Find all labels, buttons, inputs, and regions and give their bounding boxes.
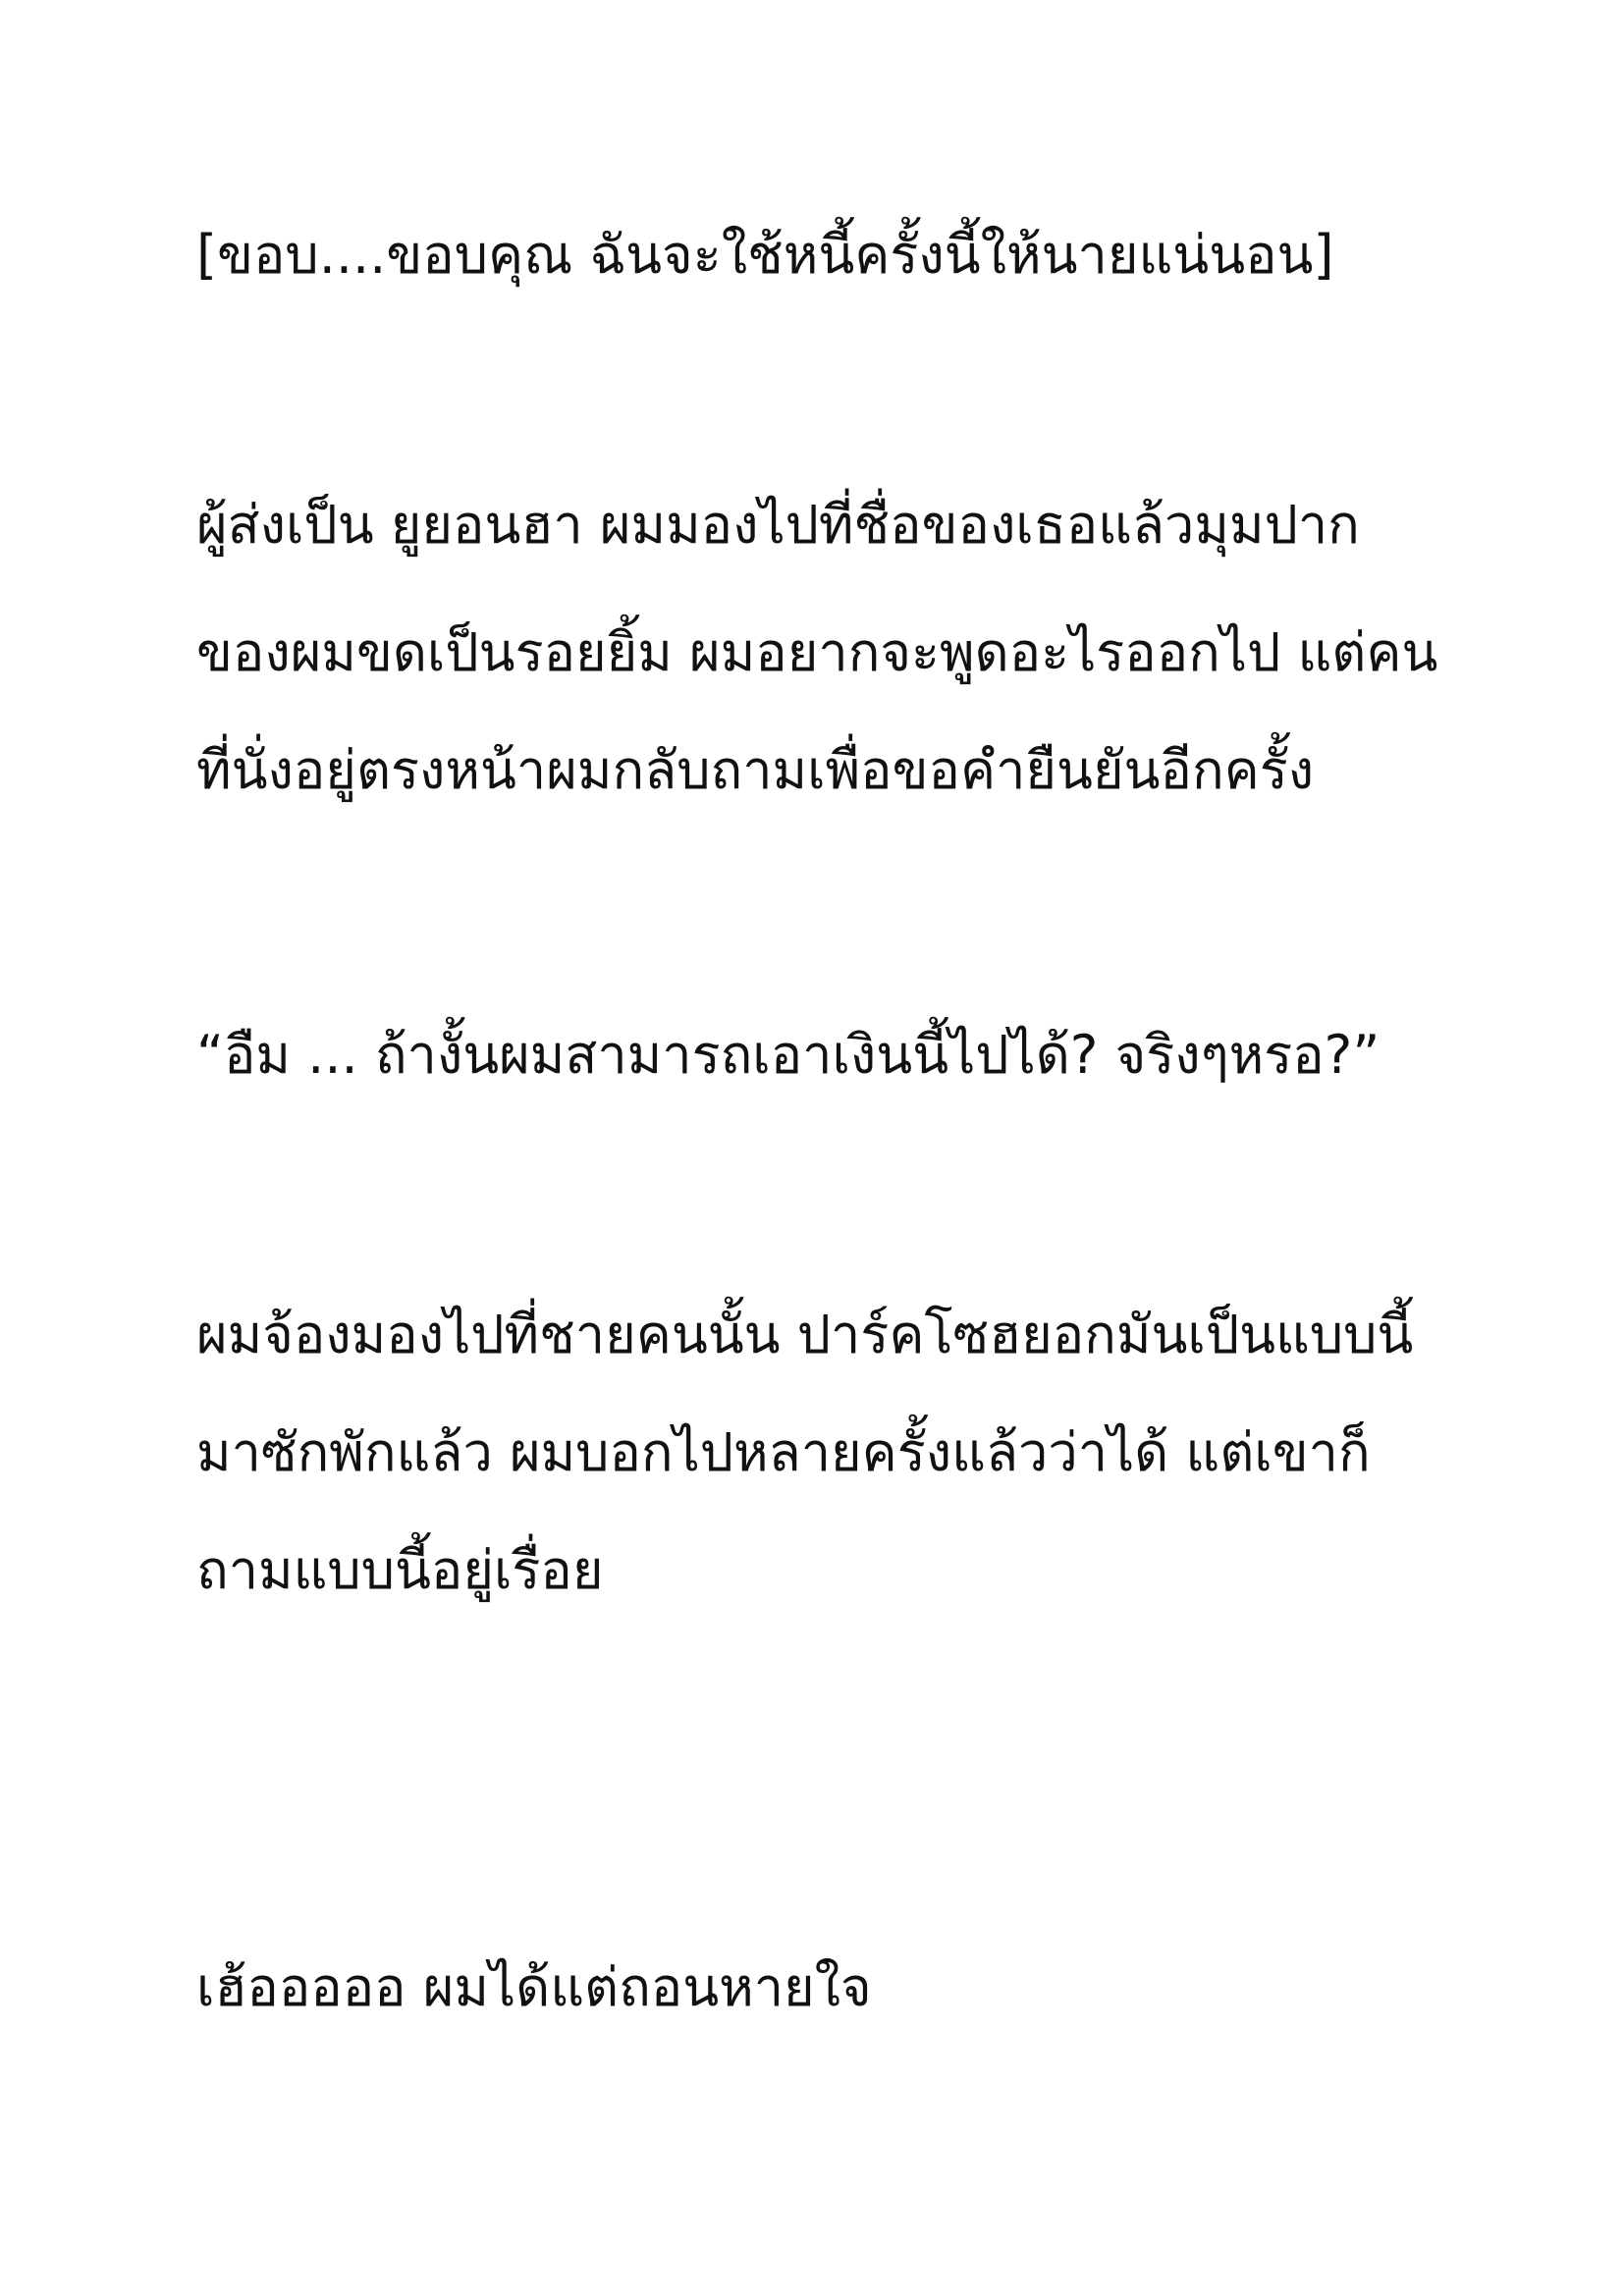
- text-line: ผมจ้องมองไปที่ชายคนนั้น ปาร์คโซฮยอกมันเป็นแบบนี้: [196, 1304, 1414, 1365]
- text-line: ผู้ส่งเป็น ยูยอนฮา ผมมองไปที่ชื่อของเธอแล้วมุมปาก: [196, 494, 1360, 556]
- text-line: ที่นั่งอยู่ตรงหน้าผมกลับถามเพื่อขอคำยืนยันอีกครั้ง: [196, 739, 1315, 801]
- text-line-message: [ขอบ....ขอบคุณ ฉันจะใช้หนี้ครั้งนี้ให้นายแน่นอน]: [196, 224, 1334, 286]
- text-line: ของผมขดเป็นรอยยิ้ม ผมอยากจะพูดอะไรออกไป แต่คน: [196, 621, 1438, 683]
- text-line-dialogue: “อืม ... ถ้างั้นผมสามารถเอาเงินนี้ไปได้? จริงๆหรอ?”: [196, 1024, 1380, 1086]
- text-line: เฮ้อออออ ผมได้แต่ถอนหายใจ: [196, 1956, 872, 2018]
- text-line: มาซักพักแล้ว ผมบอกไปหลายครั้งแล้วว่าได้ แต่เขาก็: [196, 1421, 1371, 1483]
- text-line: ถามแบบนี้อยู่เรื่อย: [196, 1539, 604, 1601]
